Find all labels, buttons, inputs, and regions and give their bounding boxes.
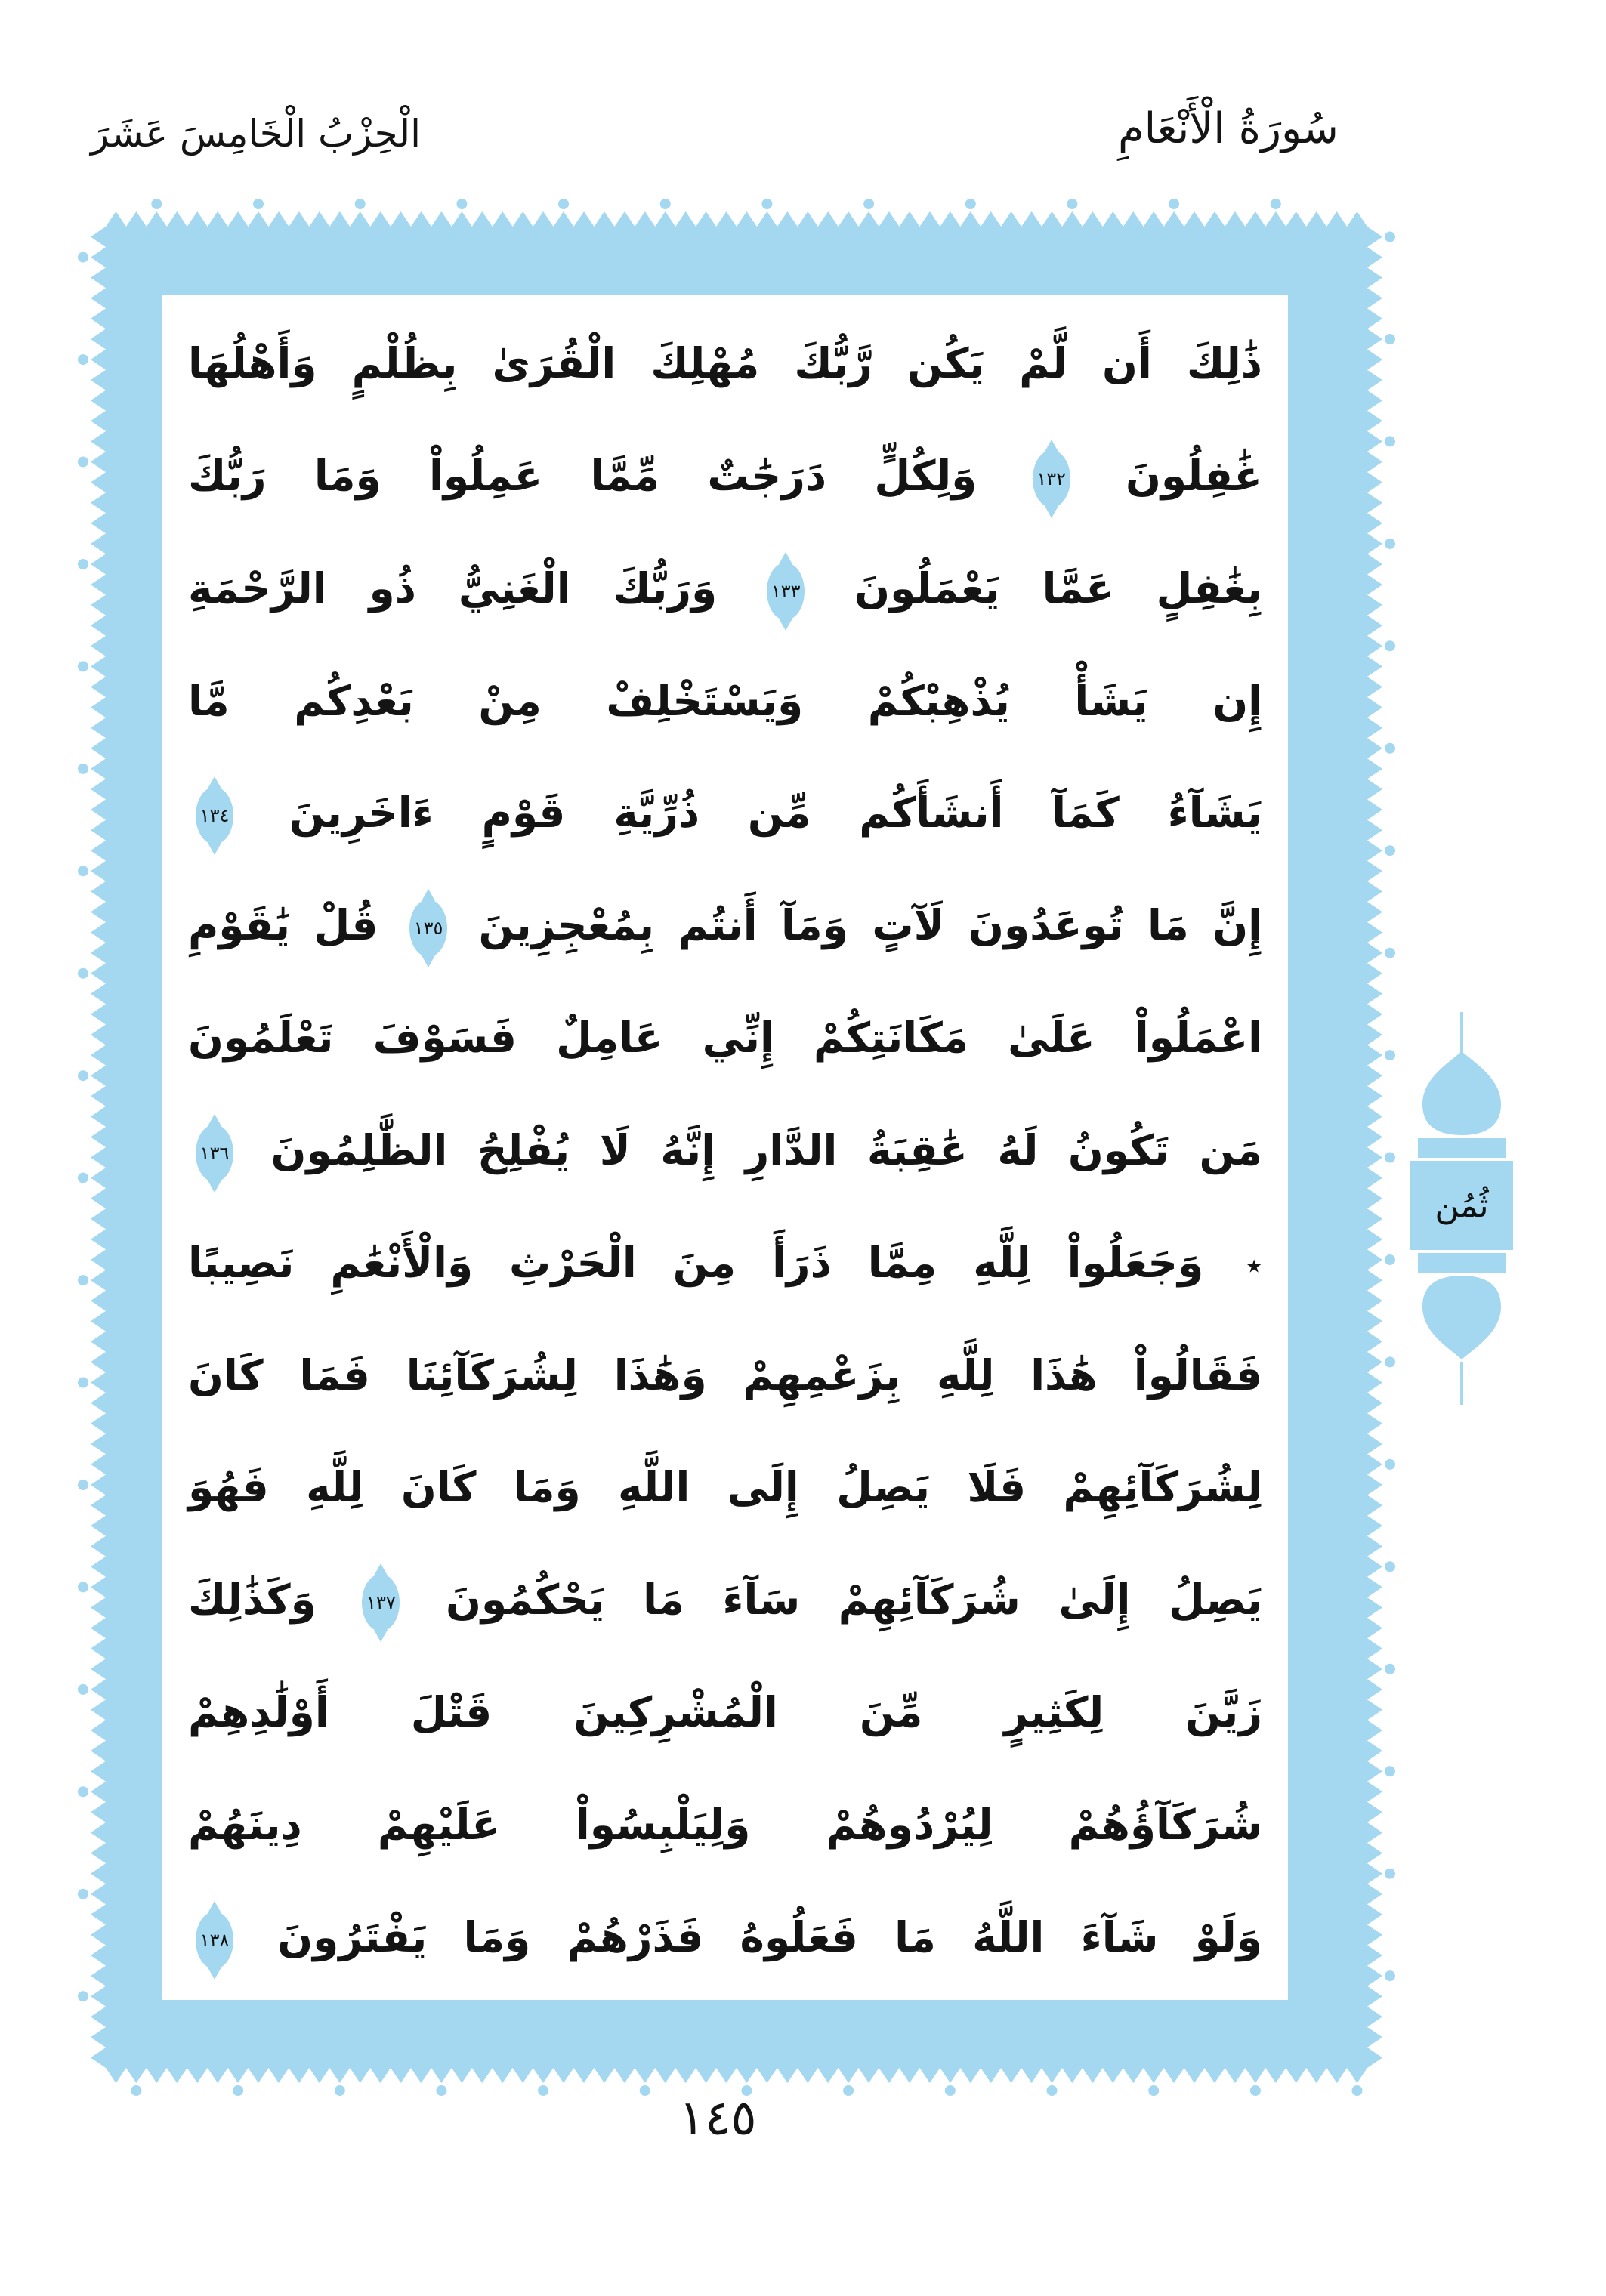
ayah-text: فَقَالُواْ هَٰذَا لِلَّهِ بِزَعْمِهِمْ وَهَٰذَا لِشُرَكَآئِنَا فَمَا كَانَ — [188, 1350, 1262, 1400]
thumn-label: ثُمُن — [1435, 1186, 1489, 1225]
quran-line — [188, 533, 1262, 643]
page-number: ١٤٥ — [678, 2091, 757, 2146]
quran-line — [188, 758, 1262, 868]
ayah-text: زَيَّنَ لِكَثِيرٍ مِّنَ الْمُشْرِكِينَ قَتْلَ أَوْلَٰدِهِمْ — [188, 1688, 1262, 1737]
verse-marker-rosette-icon: ١٣٧ — [362, 1574, 400, 1631]
quran-line — [188, 870, 1262, 980]
quran-line — [188, 1545, 1262, 1655]
ayah-text: يَشَآءُ كَمَآ أَنشَأَكُم مِّن ذُرِّيَّةِ قَوْمٍ ءَاخَرِينَ — [289, 788, 1262, 838]
ayah-text: شُرَكَآؤُهُمْ لِيُرْدُوهُمْ وَلِيَلْبِسُواْ عَلَيْهِمْ دِينَهُمْ — [188, 1800, 1262, 1849]
ayah-text: وَلِكُلٍّ دَرَجَٰتٌ مِّمَّا عَمِلُواْ وَمَا رَبُّكَ — [188, 451, 977, 500]
verse-marker-rosette-icon: ١٣٦ — [196, 1125, 233, 1182]
ayah-text: بِغَٰفِلٍ عَمَّا يَعْمَلُونَ — [854, 563, 1262, 613]
quran-line — [188, 308, 1262, 418]
ayah-text: إِن يَشَأْ يُذْهِبْكُمْ وَيَسْتَخْلِفْ مِنْ بَعْدِكُم مَّا — [188, 676, 1262, 725]
quran-lines — [162, 295, 1288, 2000]
ayah-text: وَكَذَٰلِكَ — [188, 1575, 317, 1625]
verse-marker-rosette-icon: ١٣٥ — [409, 900, 447, 957]
quran-line — [188, 1770, 1262, 1880]
ayah-text: يَصِلُ إِلَىٰ شُرَكَآئِهِمْ سَآءَ مَا يَحْكُمُونَ — [445, 1575, 1262, 1625]
ayah-text: وَجَعَلُواْ لِلَّهِ مِمَّا ذَرَأَ مِنَ الْحَرْثِ وَالْأَنْعَٰمِ نَصِيبًا — [188, 1238, 1204, 1287]
quran-line — [188, 421, 1262, 531]
verse-marker-rosette-icon: ١٣٣ — [767, 563, 805, 620]
ayah-text: وَلَوْ شَآءَ اللَّهُ مَا فَعَلُوهُ فَذَرْهُمْ وَمَا يَفْتَرُونَ — [277, 1912, 1262, 1961]
surah-title: سُورَةُ الْأَنْعَامِ — [1118, 104, 1339, 153]
quran-line — [188, 983, 1262, 1093]
ayah-text: قُلْ يَٰقَوْمِ — [188, 901, 378, 950]
verse-marker-rosette-icon: ١٣٢ — [1033, 450, 1070, 508]
ayah-text: مَن تَكُونُ لَهُ عَٰقِبَةُ الدَّارِ إِنَّهُ لَا يُفْلِحُ الظَّٰلِمُونَ — [270, 1125, 1262, 1174]
ayah-text: اعْمَلُواْ عَلَىٰ مَكَانَتِكُمْ إِنِّي عَامِلٌ فَسَوْفَ تَعْلَمُونَ — [188, 1014, 1262, 1063]
quran-line — [188, 646, 1262, 756]
hizb-star-icon: ٭ — [1246, 1248, 1262, 1283]
ayah-text: لِشُرَكَآئِهِمْ فَلَا يَصِلُ إِلَى اللَّهِ وَمَا كَانَ لِلَّهِ فَهُوَ — [188, 1463, 1262, 1512]
ayah-text: إِنَّ مَا تُوعَدُونَ لَآتٍ وَمَآ أَنتُم بِمُعْجِزِينَ — [478, 901, 1262, 950]
quran-line — [188, 1208, 1262, 1318]
quran-line — [188, 1095, 1262, 1205]
verse-marker-rosette-icon: ١٣٨ — [196, 1912, 233, 1969]
ayah-text: ذَٰلِكَ أَن لَّمْ يَكُن رَّبُّكَ مُهْلِكَ الْقُرَىٰ بِظُلْمٍ وَأَهْلُهَا — [188, 339, 1262, 387]
quran-line — [188, 1657, 1262, 1767]
quran-line — [188, 1882, 1262, 1992]
hizb-title: الْحِزْبُ الْخَامِسَ عَشَرَ — [91, 112, 422, 156]
ayah-text: وَرَبُّكَ الْغَنِيُّ ذُو الرَّحْمَةِ — [188, 563, 718, 613]
quran-line — [188, 1320, 1262, 1430]
verse-marker-rosette-icon: ١٣٤ — [196, 787, 233, 844]
ayah-text: غَٰفِلُونَ — [1125, 451, 1262, 500]
quran-line — [188, 1432, 1262, 1542]
